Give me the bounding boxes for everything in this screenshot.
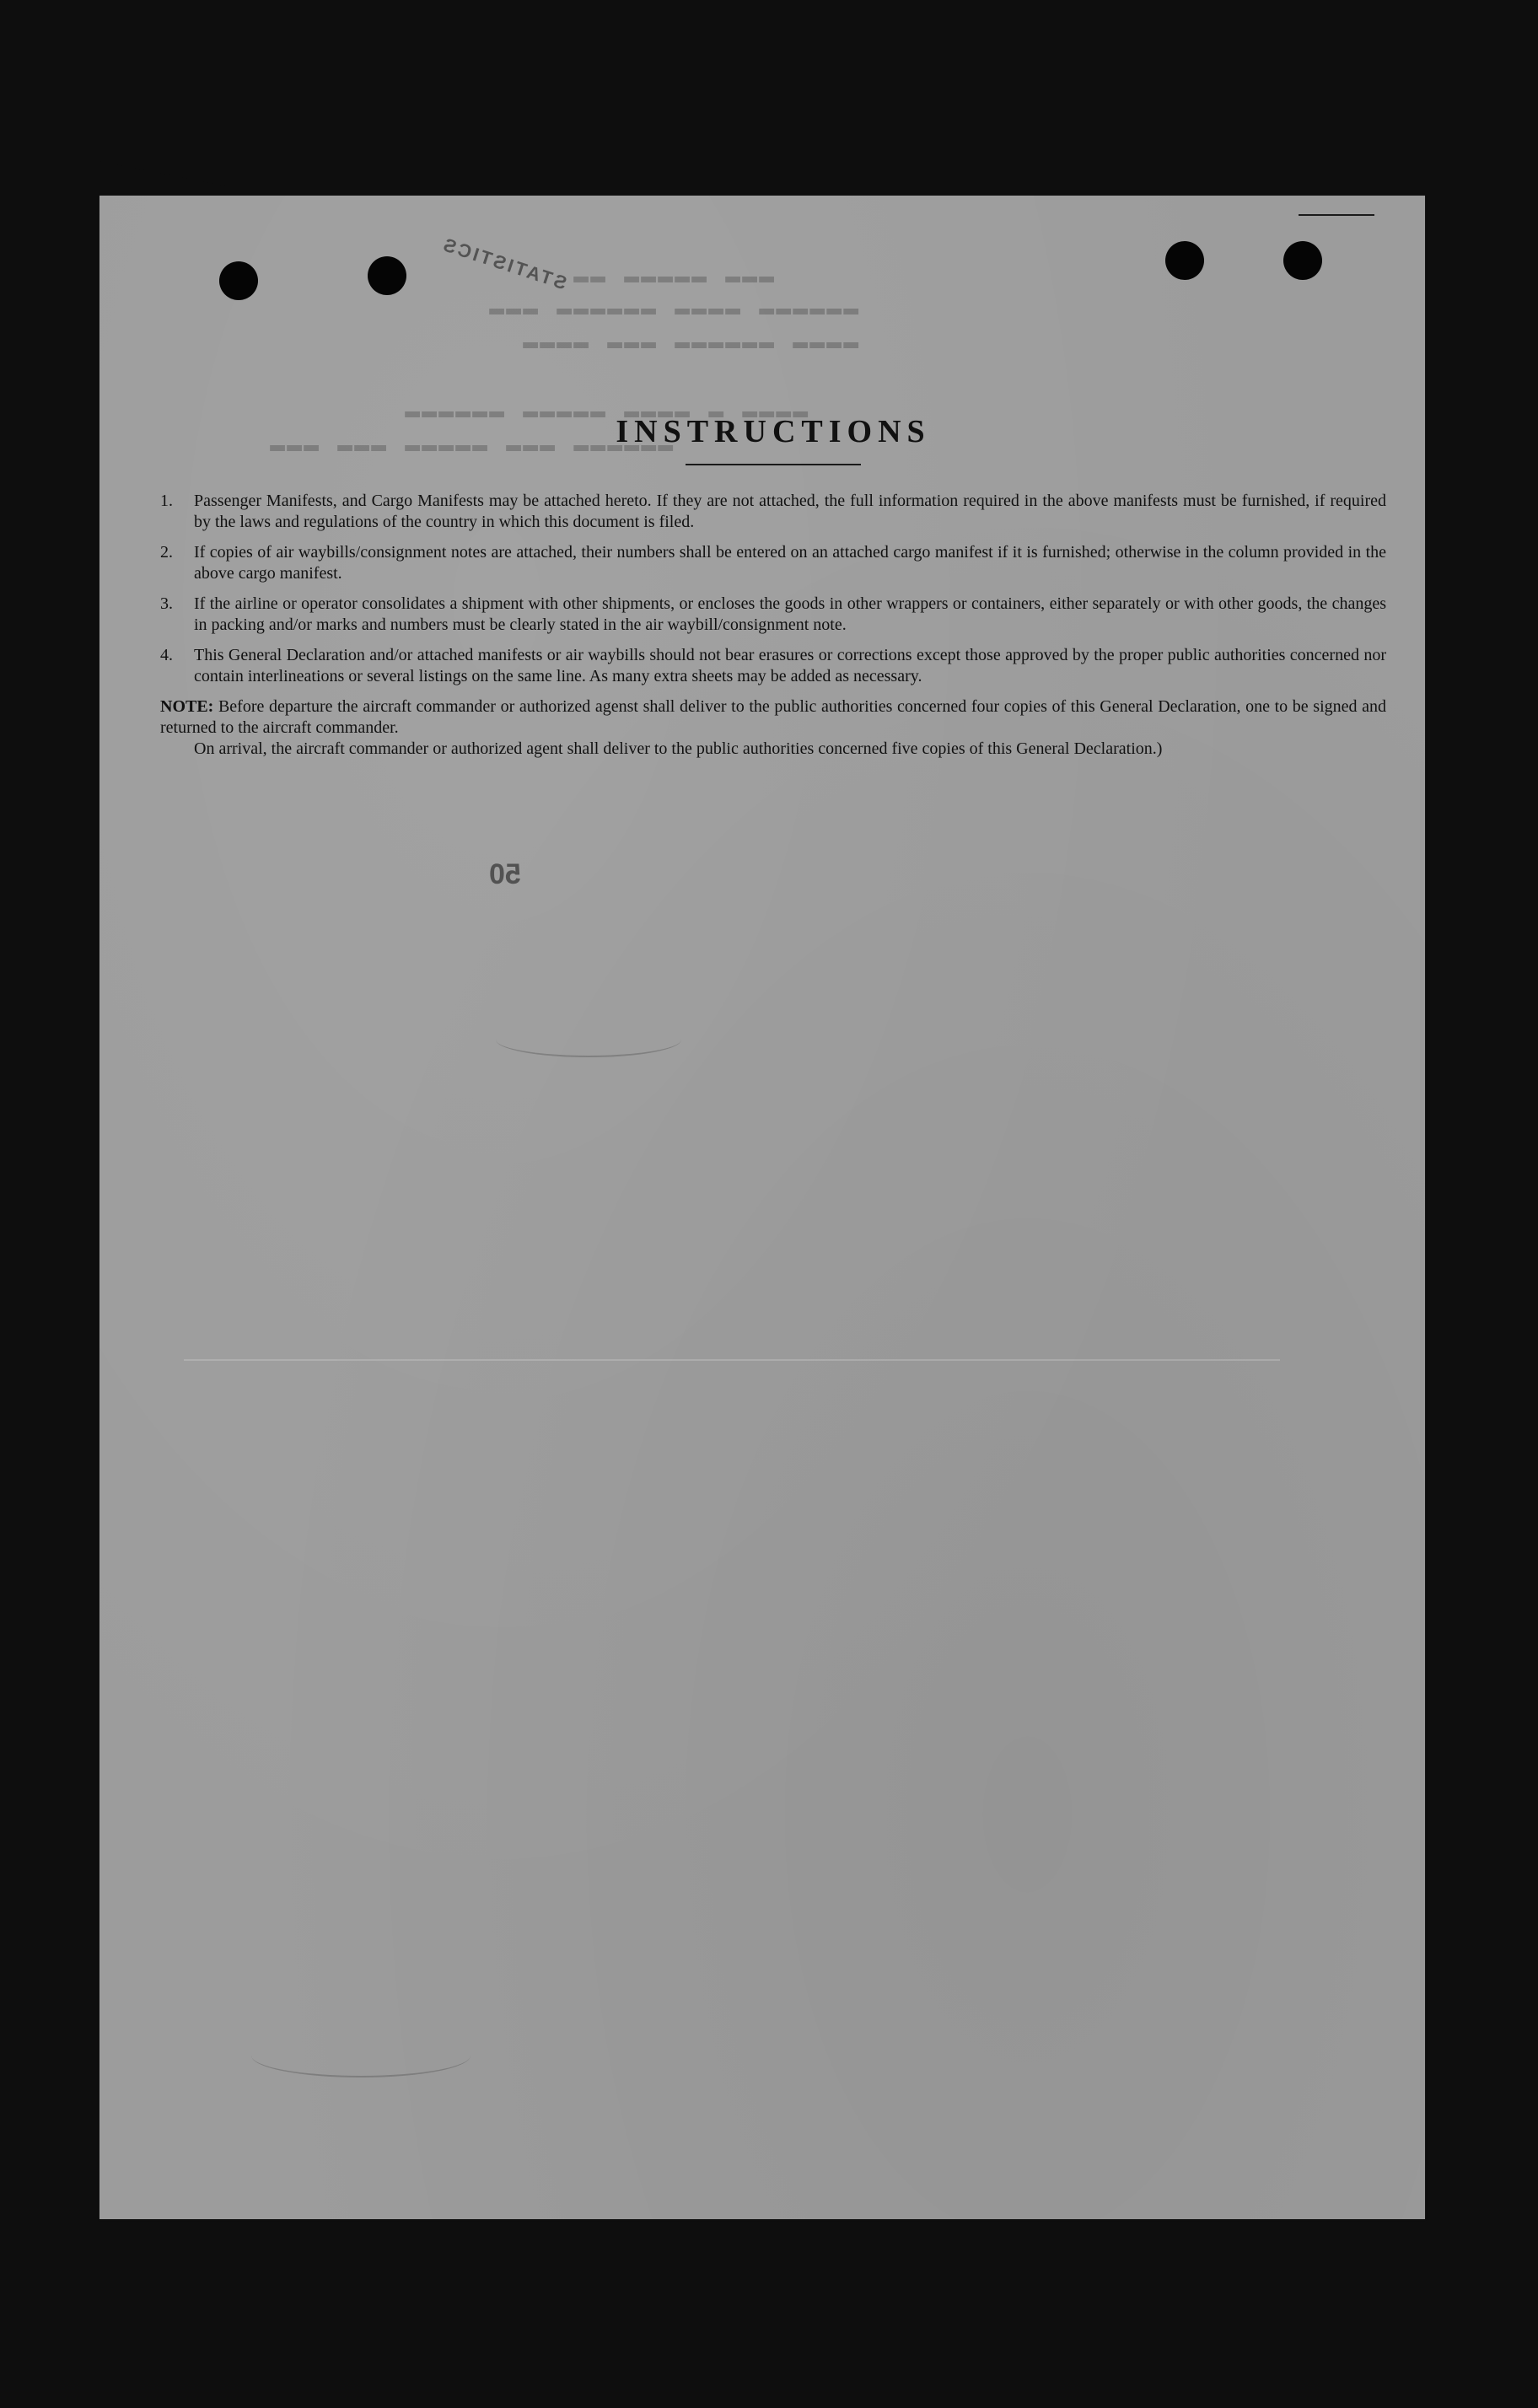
instruction-item <box>160 491 1386 533</box>
note-text: Before departure the aircraft commander or authorized agenst shall deliver to the public authorities concerned four copies of this General Declaration, one to be signed and returned to the aircraft commander. <box>160 697 1386 737</box>
page-number: 50 <box>489 858 521 890</box>
bleed-line: ▬▬▬▬▬▬ ▬▬▬▬ ▬▬▬▬▬▬ ▬▬▬ <box>487 295 859 324</box>
item-number: 2. <box>160 543 173 562</box>
note-paragraph <box>160 739 1386 760</box>
note-label: NOTE: <box>160 697 214 716</box>
bleed-line: ▬▬▬▬ ▬ ▬▬▬▬ ▬▬▬▬▬ ▬▬▬▬▬▬ <box>403 398 809 427</box>
instruction-item <box>160 542 1386 584</box>
punch-hole <box>1283 241 1322 280</box>
item-text: If the airline or operator consolidates a shipment with other shipments, or encloses the goods in other wrappers or containers, either separately or with other goods, the changes in packing and/or marks and numbers must be clearly stated in the air waybill/consignment note. <box>194 594 1386 634</box>
punch-hole <box>219 261 258 300</box>
note-text: On arrival, the aircraft commander or authorized agent shall deliver to the public authorities concerned five copies of this General Declaration.) <box>194 739 1163 758</box>
item-text: Passenger Manifests, and Cargo Manifests may be attached hereto. If they are not attached, the full information required in the above manifests must be furnished, if required by the laws and regulations of the country in which this document is filed. <box>194 492 1386 531</box>
title-underline <box>686 464 861 465</box>
item-text: If copies of air waybills/consignment notes are attached, their numbers shall be entered on an attached cargo manifest if it is furnished; otherwise in the column provided in the above cargo manifest. <box>194 543 1386 583</box>
instruction-item <box>160 645 1386 687</box>
bleed-line: ▬▬▬▬ ▬▬▬▬▬▬ ▬▬▬ ▬▬▬▬ <box>521 329 859 357</box>
bleed-signature <box>496 1022 681 1057</box>
punch-hole <box>368 256 406 295</box>
bleed-line: ▬▬▬▬▬▬ ▬▬▬ ▬▬▬▬▬ ▬▬▬ ▬▬▬ <box>268 432 674 460</box>
corner-mark <box>1299 214 1374 216</box>
bleed-rule <box>184 1359 1280 1361</box>
bleed-line: ▬▬▬ ▬▬▬▬▬ ▬▬ <box>572 263 775 292</box>
item-number: 4. <box>160 646 173 664</box>
item-text: This General Declaration and/or attached manifests or air waybills should not bear erasures or corrections except those approved by the proper public authorities concerned nor contain interlineations or several listings on the same line. As many extra sheets may be added as necessary. <box>194 646 1386 685</box>
statistics-stamp: STATISTICS <box>438 233 570 294</box>
bleed-signature <box>251 2034 471 2077</box>
instruction-item <box>160 594 1386 636</box>
instructions-section <box>160 413 1386 760</box>
punch-hole <box>1165 241 1204 280</box>
item-number: 1. <box>160 492 173 510</box>
instructions-title: INSTRUCTIONS <box>616 414 931 449</box>
item-number: 3. <box>160 594 173 613</box>
note-paragraph <box>160 696 1386 739</box>
